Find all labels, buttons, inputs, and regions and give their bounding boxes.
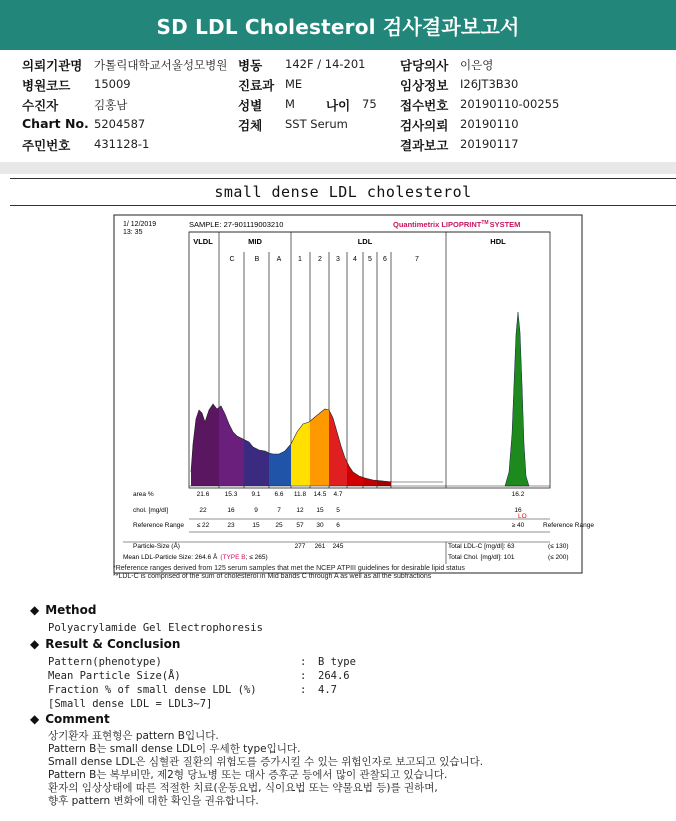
area-value: 21.6 <box>196 491 210 498</box>
area-value: 16.2 <box>511 491 525 498</box>
particle-label: Particle-Size (Å) <box>133 543 180 550</box>
result-row-2-label: Mean Particle Size(Å) <box>48 670 181 682</box>
comment-line-4: Pattern B는 복부비만, 제2형 당뇨병 또는 대사 증후군 등에서 많이 관찰되고 있습니다. <box>48 769 448 781</box>
clinical-value: I26JT3B30 <box>460 77 519 91</box>
footnote-1: *Reference ranges derived from 125 serum samples that met the NCEP ATPIII guidelines for desirable lipid status <box>113 565 465 572</box>
ward-value: 142F / 14-201 <box>285 57 366 71</box>
institution-value: 가톨릭대학교서울성모병원 <box>94 58 228 72</box>
band-label-1: 1 <box>298 256 302 263</box>
area-label: area % <box>133 491 154 498</box>
dept-value: ME <box>285 77 303 91</box>
mean-label: Mean LDL-Particle Size: 264.6 Å (TYPE B; ≤ 265) <box>123 554 268 561</box>
plot-title: small dense LDL cholesterol <box>214 183 472 201</box>
total-ldl-ref: (≤ 130) <box>548 543 569 550</box>
request-label: 검사의뢰 <box>400 118 449 133</box>
receipt-label: 접수번호 <box>400 98 449 113</box>
particle-value: 277 <box>294 543 306 550</box>
particle-value: 261 <box>314 543 326 550</box>
method-heading-text: Method <box>45 603 97 617</box>
comment-line-3: Small dense LDL은 심혈관 질환의 위험도를 증가시킬 수 있는 위험인자로 보고되고 있습니다. <box>48 756 484 768</box>
result-row-2-value: 264.6 <box>318 670 350 682</box>
chol-value: 12 <box>296 507 304 514</box>
report-date-label: 결과보고 <box>400 138 449 153</box>
chol-value: 15 <box>316 507 324 514</box>
particle-value: 245 <box>332 543 344 550</box>
ref-value: ≤ 22 <box>196 522 210 529</box>
receipt-value: 20190110-00255 <box>460 97 560 111</box>
report-title: SD LDL Cholesterol 검사결과보고서 <box>0 0 676 50</box>
result-row-1-label: Pattern(phenotype) <box>48 656 162 668</box>
result-row-1-colon: : <box>300 656 307 668</box>
total-ldl-label: Total LDL-C [mg/dl]: 63 <box>448 543 515 550</box>
ref-label: Reference Range <box>133 522 184 529</box>
rrn-label: 주민번호 <box>22 138 71 153</box>
diamond-bullet-icon: ◆ <box>30 603 40 617</box>
result-row-3-value: 4.7 <box>318 684 337 696</box>
band-label-3: 3 <box>336 256 340 263</box>
area-value: 11.8 <box>293 491 307 498</box>
result-row-2-colon: : <box>300 670 307 682</box>
chol-flag: LO <box>518 513 527 520</box>
result-row-3-colon: : <box>300 684 307 696</box>
band-label-b: B <box>254 256 260 263</box>
ward-label: 병동 <box>238 58 263 73</box>
chart-brand: Quantimetrix LIPOPRINT™SYSTEM <box>393 220 521 229</box>
result-row-3-label: Fraction % of small dense LDL (%) <box>48 684 257 696</box>
lipoprint-chart <box>113 214 594 574</box>
rrn-value: 431128-1 <box>94 137 150 151</box>
institution-label: 의뢰기관명 <box>22 58 83 73</box>
sex-label: 성별 <box>238 98 263 113</box>
chol-value: 7 <box>277 507 281 514</box>
chol-value: 5 <box>336 507 340 514</box>
footnote-2: **LDL-C is comprised of the sum of cholesterol in Mid bands C through A as well as all the subfractions <box>113 573 432 580</box>
chol-label: chol. [mg/dl] <box>133 507 169 514</box>
comment-line-6: 향후 pattern 변화에 대한 확인을 권유합니다. <box>48 795 259 807</box>
method-heading <box>30 603 96 617</box>
section-separator <box>0 162 676 174</box>
comment-heading <box>30 712 110 726</box>
comment-line-2: Pattern B는 small dense LDL이 우세한 type입니다. <box>48 743 301 755</box>
comment-line-5: 환자의 임상상태에 따른 적절한 치료(운동요법, 식이요법 또는 약물요법 등)를 권하며, <box>48 782 438 794</box>
divider <box>10 205 676 206</box>
area-value: 14.5 <box>313 491 327 498</box>
diamond-bullet-icon: ◆ <box>30 712 40 726</box>
region-mid: MID <box>248 237 262 246</box>
chart-sample: SAMPLE: 27-901119003210 <box>189 220 284 229</box>
request-value: 20190110 <box>460 117 519 131</box>
specimen-label: 검체 <box>238 118 263 133</box>
region-hdl: HDL <box>490 237 506 246</box>
area-value: 6.6 <box>274 491 284 498</box>
chol-value: 22 <box>199 507 207 514</box>
area-value: 9.1 <box>251 491 261 498</box>
age-value: 75 <box>362 97 377 111</box>
dept-label: 진료과 <box>238 78 275 93</box>
trace-segment <box>310 409 329 486</box>
clinical-label: 임상정보 <box>400 78 449 93</box>
chart-no-value: 5204587 <box>94 117 146 131</box>
patient-info-panel <box>0 50 676 160</box>
patient-label: 수진자 <box>22 98 59 113</box>
result-heading-text: Result & Conclusion <box>45 637 181 651</box>
result-heading <box>30 637 180 651</box>
method-text: Polyacrylamide Gel Electrophoresis <box>48 622 263 634</box>
band-label-a: A <box>276 256 282 263</box>
chol-value: 9 <box>254 507 258 514</box>
report-date-value: 20190117 <box>460 137 519 151</box>
hospital-code-label: 병원코드 <box>22 78 71 93</box>
ref-range-label: Reference Range <box>543 522 594 529</box>
band-label-2: 2 <box>318 256 322 263</box>
sex-value: M <box>285 97 295 111</box>
comment-heading-text: Comment <box>45 712 110 726</box>
ref-value: 57 <box>296 522 304 529</box>
ref-value: 23 <box>227 522 235 529</box>
ref-value: 6 <box>336 522 340 529</box>
chol-value: 16 <box>514 507 522 514</box>
divider <box>10 178 676 179</box>
hospital-code-value: 15009 <box>94 77 131 91</box>
chart-time: 13: 35 <box>123 229 143 236</box>
lipoprint-report <box>10 174 676 594</box>
doctor-value: 이은영 <box>460 58 494 72</box>
result-row-1-value: B type <box>318 656 356 668</box>
result-note: [Small dense LDL = LDL3~7] <box>48 698 213 710</box>
total-chol-ref: (≤ 200) <box>548 554 569 561</box>
age-label: 나이 <box>326 98 351 113</box>
doctor-label: 담당의사 <box>400 58 449 73</box>
band-label-4: 4 <box>353 256 357 263</box>
band-label-c: C <box>229 256 235 263</box>
band-label-5: 5 <box>368 256 372 263</box>
chart-no-label: Chart No. <box>22 116 89 131</box>
chart-date: 1/ 12/2019 <box>123 221 157 228</box>
region-vldl: VLDL <box>193 237 213 246</box>
area-value: 4.7 <box>333 491 343 498</box>
diamond-bullet-icon: ◆ <box>30 637 40 651</box>
lipoprint-svg <box>113 214 594 574</box>
ref-value: 30 <box>316 522 324 529</box>
total-chol-label: Total Chol. [mg/dl]: 101 <box>448 554 515 561</box>
region-ldl: LDL <box>357 237 373 246</box>
band-label-7: 7 <box>415 256 419 263</box>
chol-value: 16 <box>227 507 235 514</box>
ref-value: ≥ 40 <box>511 522 525 529</box>
ref-value: 15 <box>252 522 260 529</box>
comment-line-1: 상기환자 표현형은 pattern B입니다. <box>48 730 219 742</box>
band-label-6: 6 <box>383 256 387 263</box>
specimen-value: SST Serum <box>285 117 348 131</box>
ref-value: 25 <box>275 522 283 529</box>
patient-value: 김홍남 <box>94 98 128 112</box>
area-value: 15.3 <box>224 491 238 498</box>
